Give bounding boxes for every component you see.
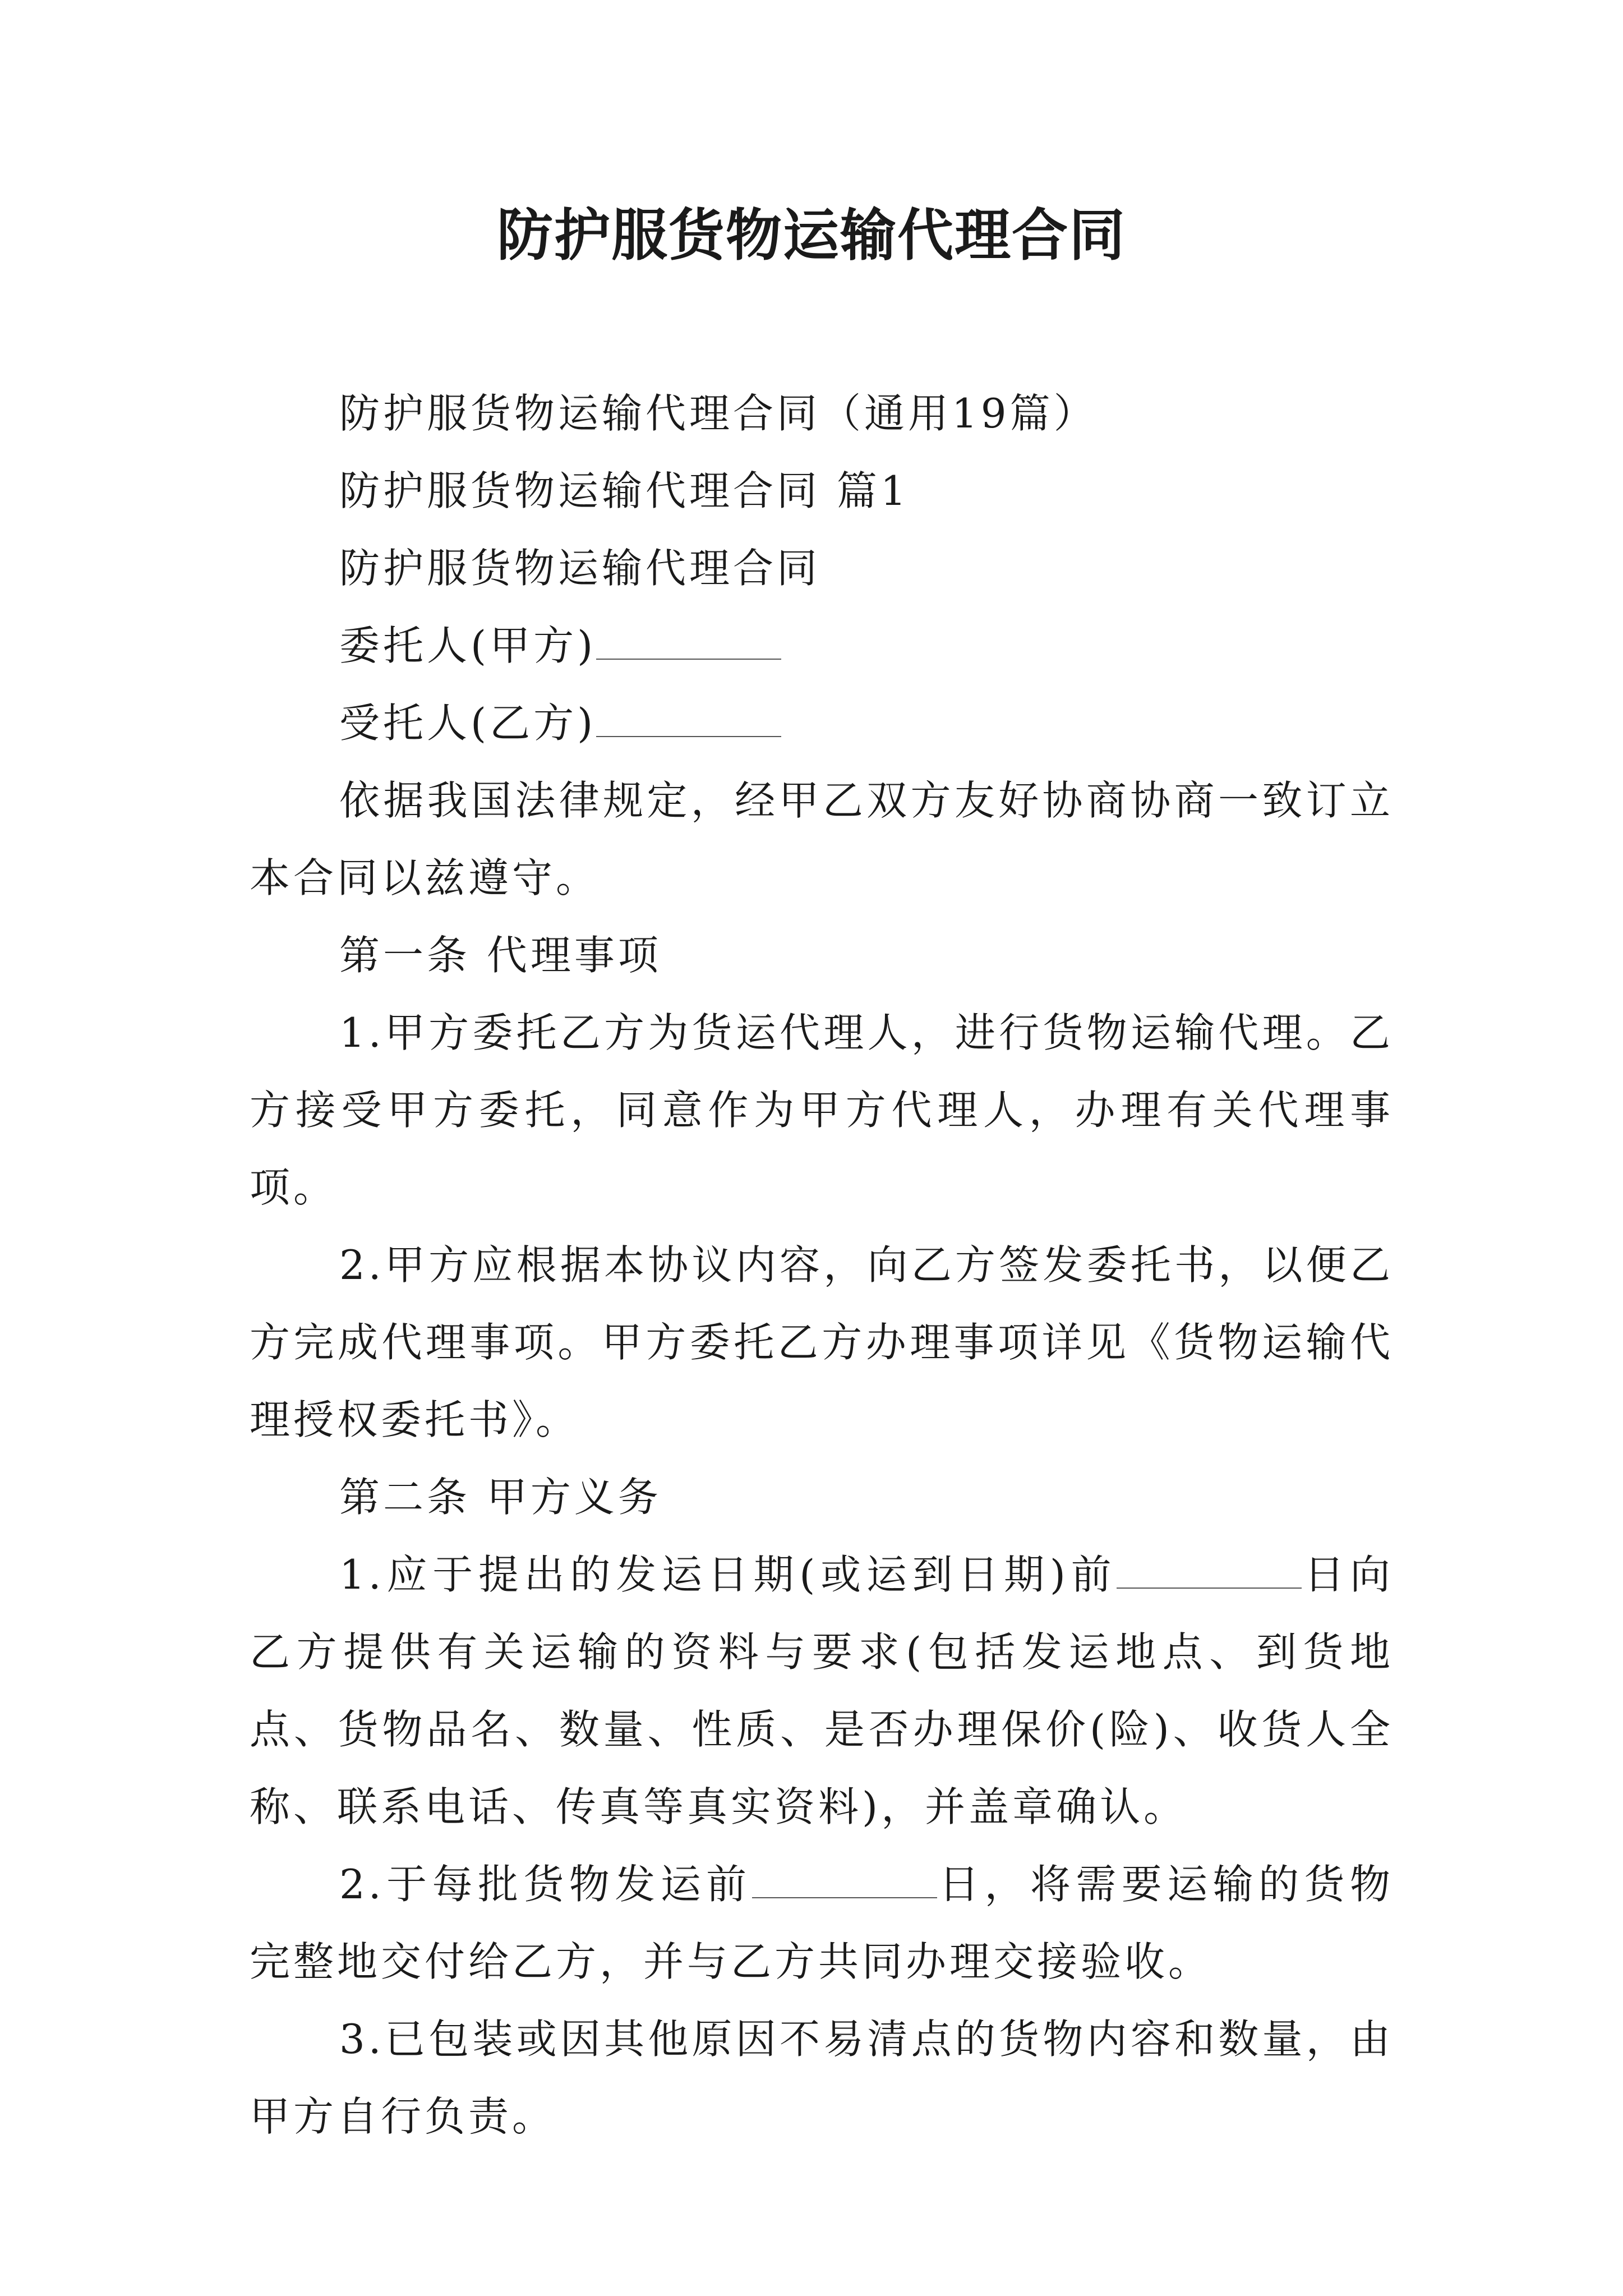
article-2-clause-1 [250, 1536, 1394, 1846]
paragraph-chapter-heading: 防护服货物运输代理合同 篇1 [339, 467, 910, 514]
party-a-label: 委托人(甲方) [339, 622, 597, 669]
article-1-clause-2: 2.甲方应根据本协议内容，向乙方签发委托书，以便乙方完成代理事项。甲方委托乙方办理事项详见《货物运输代理授权委托书》。 [250, 1241, 1394, 1443]
document-title: 防护服货物运输代理合同 [497, 203, 1126, 268]
days-blank [1117, 1555, 1302, 1589]
paragraph-preamble: 依据我国法律规定，经甲乙双方友好协商协商一致订立本合同以兹遵守。 [250, 777, 1394, 901]
party-a-blank [596, 626, 781, 660]
paragraph-party-b [250, 684, 1394, 762]
paragraph-subtitle: 防护服货物运输代理合同（通用19篇） [339, 390, 1098, 437]
article-2-clause-3: 3.已包装或因其他原因不易清点的货物内容和数量，由甲方自行负责。 [250, 2016, 1394, 2140]
party-b-blank [596, 703, 781, 737]
paragraph-party-a [250, 607, 1394, 684]
clause-text: 日，将需要运输的货物完整地交付给乙方，并与乙方共同办理交接验收。 [250, 1861, 1394, 1985]
article-1-clause-1: 1.甲方委托乙方为货运代理人，进行货物运输代理。乙方接受甲方委托，同意作为甲方代理人，办理有关代理事项。 [250, 1009, 1394, 1211]
days-blank [752, 1865, 937, 1898]
clause-text: 2.于每批货物发运前 [339, 1861, 752, 1908]
article-heading-1: 第一条 代理事项 [339, 932, 662, 979]
paragraph-contract-name: 防护服货物运输代理合同 [339, 545, 821, 592]
article-2-clause-2 [250, 1846, 1394, 2000]
article-heading-2: 第二条 甲方义务 [339, 1474, 662, 1521]
party-b-label: 受托人(乙方) [339, 700, 597, 747]
document-body [250, 375, 1394, 2155]
clause-text: 日向乙方提供有关运输的资料与要求(包括发运地点、到货地点、货物品名、数量、性质、是否办理保价(险)、收货人全称、联系电话、传真等真实资料)，并盖章确认。 [250, 1551, 1394, 1830]
clause-text: 1.应于提出的发运日期(或运到日期)前 [339, 1551, 1117, 1598]
